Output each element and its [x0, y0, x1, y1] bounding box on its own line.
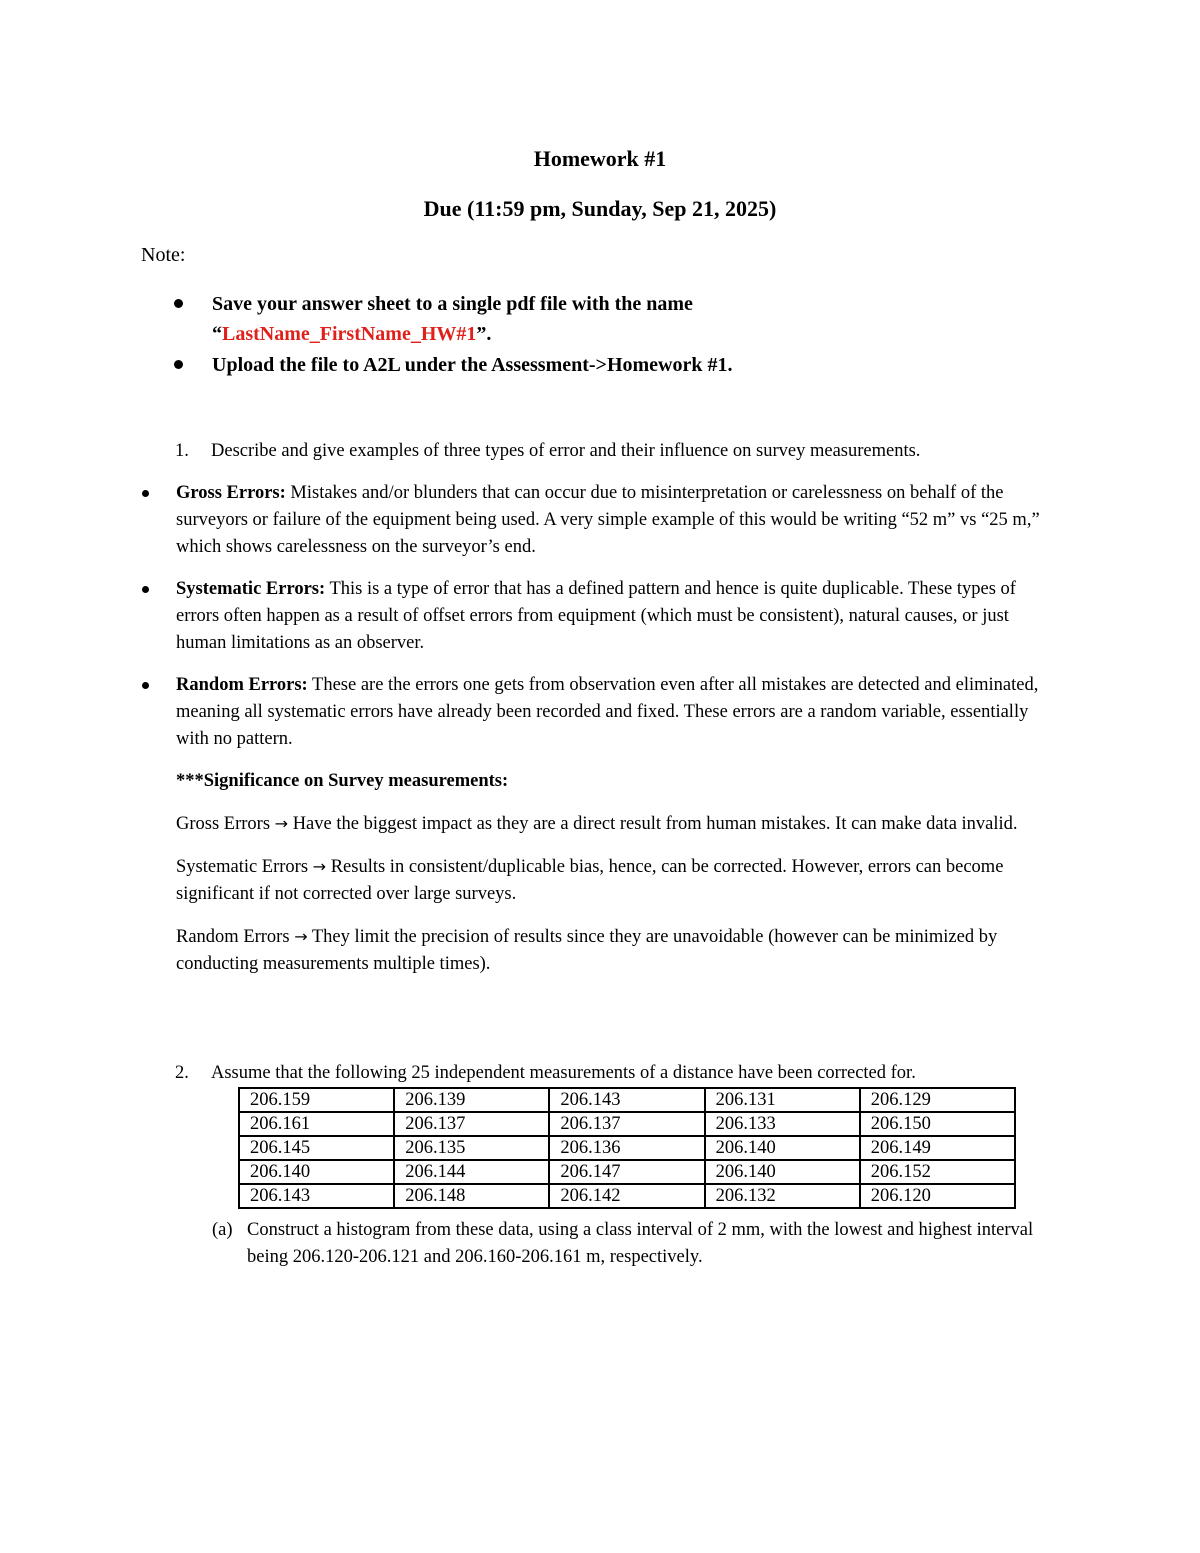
table-cell: 206.133 [705, 1112, 860, 1136]
significance-text: They limit the precision of results since they are unavoidable (however can be minimized by conducting measurements multiple times). [176, 927, 998, 974]
bullet-icon [174, 299, 183, 308]
table-cell: 206.161 [239, 1112, 394, 1136]
error-description: Mistakes and/or blunders that can occur due to misinterpretation or carelessness on behalf of the surveyors or failure of the equipment being used. A very simple example of this would be writing “52 m” vs “25 m,” which shows carelessness on the surveyor’s end. [176, 483, 1040, 557]
table-cell: 206.145 [239, 1136, 394, 1160]
error-term: Systematic Errors: [176, 579, 326, 599]
table-cell: 206.142 [549, 1184, 704, 1208]
list-item [140, 576, 1060, 657]
table-cell: 206.149 [860, 1136, 1015, 1160]
table-cell: 206.143 [239, 1184, 394, 1208]
table-cell: 206.144 [394, 1160, 549, 1184]
table-cell: 206.140 [705, 1160, 860, 1184]
table-cell: 206.140 [705, 1136, 860, 1160]
list-item [140, 672, 1060, 753]
error-types-list [140, 480, 1060, 768]
note-label: Note: [141, 244, 186, 266]
table-cell: 206.135 [394, 1136, 549, 1160]
error-description: These are the errors one gets from observation even after all mistakes are detected and eliminated, meaning all systematic errors have already been recorded and fixed. These errors are a random variable, essentially with no pattern. [176, 675, 1039, 749]
table-cell: 206.147 [549, 1160, 704, 1184]
note-list [170, 289, 1070, 380]
table-cell: 206.131 [705, 1088, 860, 1112]
significance-term: Systematic Errors [176, 857, 309, 877]
arrow-right-icon: → [312, 857, 327, 876]
bullet-icon [174, 360, 183, 369]
significance-item [176, 923, 1066, 978]
due-date: Due (11:59 pm, Sunday, Sep 21, 2025) [423, 196, 777, 221]
table-cell: 206.129 [860, 1088, 1015, 1112]
question-number: 1. [175, 441, 189, 461]
error-description: This is a type of error that has a defined pattern and hence is quite duplicable. These types of errors often happen as a result of offset errors from equipment (which must be consistent), natural causes, or just human limitations as an observer. [176, 579, 1016, 653]
table-cell: 206.159 [239, 1088, 394, 1112]
table-cell: 206.139 [394, 1088, 549, 1112]
significance-text: Have the biggest impact as they are a direct result from human mistakes. It can make data invalid. [288, 814, 1018, 834]
table-cell: 206.137 [394, 1112, 549, 1136]
table-row [239, 1160, 1015, 1184]
measurements-table [238, 1087, 1016, 1209]
table-cell: 206.120 [860, 1184, 1015, 1208]
question-text: Assume that the following 25 independent measurements of a distance have been corrected for. [211, 1063, 916, 1083]
quote-open: “ [212, 323, 222, 345]
bullet-icon [142, 586, 149, 593]
bullet-icon [142, 490, 149, 497]
page-title: Homework #1 [533, 146, 667, 171]
table-cell: 206.132 [705, 1184, 860, 1208]
significance-item [176, 810, 1066, 838]
error-term: Gross Errors: [176, 483, 286, 503]
bullet-icon [142, 682, 149, 689]
note-upload-text: Upload the file to A2L under the Assessment->Homework #1. [212, 354, 733, 376]
significance-term: Random Errors [176, 927, 290, 947]
sub-question-text: Construct a histogram from these data, using a class interval of 2 mm, with the lowest and highest interval being 206.120-206.121 and 206.160-206.161 m, respectively. [247, 1220, 1034, 1267]
table-row [239, 1088, 1015, 1112]
arrow-right-icon: → [274, 814, 289, 833]
significance-text: Results in consistent/duplicable bias, hence, can be corrected. However, errors can become significant if not corrected over large surveys. [176, 857, 1004, 904]
note-item-upload [170, 350, 1070, 380]
significance-section [176, 768, 1066, 993]
table-row [239, 1184, 1015, 1208]
note-item-save [170, 289, 1070, 349]
list-item [140, 480, 1060, 561]
question-text: Describe and give examples of three types of error and their influence on survey measurements. [211, 441, 921, 461]
table-cell: 206.152 [860, 1160, 1015, 1184]
table-cell: 206.150 [860, 1112, 1015, 1136]
table-cell: 206.148 [394, 1184, 549, 1208]
arrow-right-icon: → [294, 927, 308, 946]
file-name: LastName_FirstName_HW#1 [222, 323, 477, 345]
error-term: Random Errors: [176, 675, 308, 695]
significance-item [176, 853, 1066, 908]
table-cell: 206.143 [549, 1088, 704, 1112]
question-number: 2. [175, 1063, 189, 1083]
table-row [239, 1136, 1015, 1160]
significance-heading: ***Significance on Survey measurements: [176, 771, 509, 791]
sub-question-label: (a) [212, 1220, 233, 1240]
table-row [239, 1112, 1015, 1136]
note-save-text: Save your answer sheet to a single pdf file with the name [212, 293, 693, 315]
quote-close: ”. [476, 323, 492, 345]
table-cell: 206.140 [239, 1160, 394, 1184]
significance-term: Gross Errors [176, 814, 271, 834]
table-cell: 206.137 [549, 1112, 704, 1136]
table-cell: 206.136 [549, 1136, 704, 1160]
